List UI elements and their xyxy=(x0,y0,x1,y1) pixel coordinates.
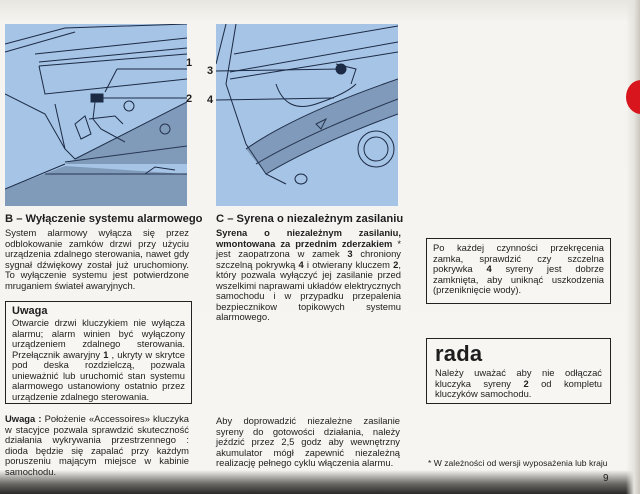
figure-siren xyxy=(216,24,398,206)
charging-text: Aby doprowadzić niezależne zasilanie syreny do gotowości działania, należy jeździć przez 2,5 godz aby wewnętrzny akumulator mógł zapewnić niezależną realizację pełnego cyklu włączenia alarmu. xyxy=(216,415,400,468)
callout-2: 2 xyxy=(186,93,193,105)
rada-text: Należy uważać aby nie odłączać kluczyka syreny 2 od kompletu kluczyków samochodu. xyxy=(435,367,602,399)
rada-box xyxy=(426,338,611,404)
section-b-text: System alarmowy wyłącza się przez odblokowanie zamków drzwi przy użyciu urządzenia zdalnego sterowania, nawet gdy sygnał dźwiękowy został już uruchomiony. To wyłączenie systemu jest potwierdzone mruganiem świateł awaryjnych. xyxy=(5,227,189,291)
callout-4: 4 xyxy=(207,94,214,106)
rada-title: rada xyxy=(435,341,483,366)
section-b-heading: B – Wyłączenie systemu alarmowego xyxy=(5,213,203,225)
illustration-dashboard-switch xyxy=(5,24,187,206)
illustration-siren-bumper xyxy=(216,24,398,206)
check-cover-text: Po każdej czynności przekręcenia zamka, sprawdzić czy szczelna pokrywka 4 syreny jest dobrze zamknięta, aby uniknąć uszkodzenia (przeniknięcie wody). xyxy=(433,242,605,295)
accessoires-note: Uwaga : Położenie «Accessoires» kluczyka w stacyjce pozwala sprawdzić skuteczność działania wykrywania przestrzennego : dioda będzie się zapalać przy każdym poruszeniu mającym miejsce w kabinie samochodu. xyxy=(5,413,189,477)
page-edge xyxy=(626,0,640,494)
callout-1: 1 xyxy=(186,57,193,69)
footnote: * W zależności od wersji wyposażenia lub kraju xyxy=(428,458,608,468)
warning-text: Otwarcie drzwi kluczykiem nie wyłącza alarmu; alarm winien być wyłączony urządzeniem zdalnego sterowania. Przełącznik awaryjny 1 , ukryty w skrytce pod deska rozdzielczą, pozwala unieważnić lub uruchomić stan systemu alarmowego ustanowiony ostatnio przez urządzenie zdalnego sterowania. xyxy=(12,317,185,402)
check-cover-box xyxy=(426,238,611,304)
warning-box xyxy=(5,301,192,404)
figure-alarm-switch xyxy=(5,24,187,206)
section-c-text: Syrena o niezależnym zasilaniu, wmontowana za przednim zderzakiem * jest zaopatrzona w zamek 3 chroniony szczelną pokrywką 4 i otwierany kluczem 2, który pozwala wyłączyć jej zasilanie przed wszelkimi naprawami układów elektrycznych samochodu i w przypadku przepalenia bezpiecznikow topikowych systemu alarmowego. xyxy=(216,227,401,322)
page-number: 9 xyxy=(603,473,609,484)
callout-3: 3 xyxy=(207,65,214,77)
section-c-heading: C – Syrena o niezależnym zasilaniu xyxy=(216,213,404,225)
warning-title: Uwaga xyxy=(12,305,48,317)
